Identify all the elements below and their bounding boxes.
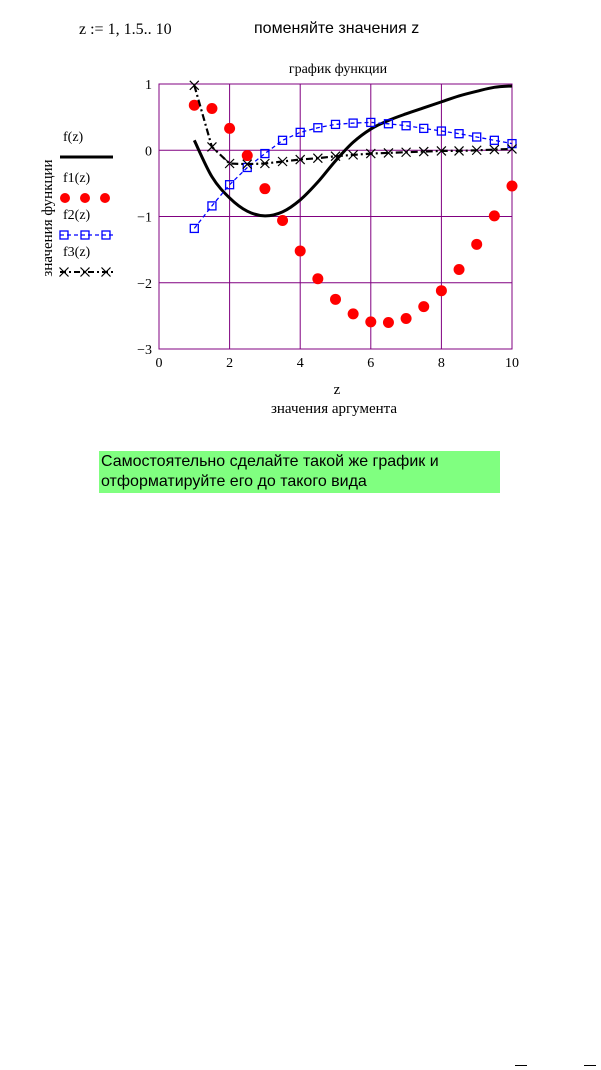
- series-line: [194, 86, 512, 216]
- series-line: [194, 122, 512, 228]
- task-note-line-1: Самостоятельно сделайте такой же график и: [101, 453, 439, 470]
- task-note-line-2: отформатируйте его до такого вида: [101, 473, 367, 490]
- legend-label: f(z): [63, 130, 84, 145]
- data-point: [277, 215, 288, 226]
- x-tick-label: 4: [296, 356, 304, 371]
- y-tick-label: 1: [145, 78, 152, 93]
- x-axis-label: z: [333, 382, 341, 398]
- data-point: [259, 183, 270, 194]
- data-point: [383, 317, 394, 328]
- x-axis-sublabel: значения аргумента: [270, 401, 398, 417]
- footer-mark-left: [515, 1065, 527, 1066]
- data-point: [295, 245, 306, 256]
- task-note: [99, 451, 500, 493]
- x-tick-label: 6: [367, 356, 375, 371]
- data-point: [489, 210, 500, 221]
- x-tick-label: 8: [437, 356, 445, 371]
- y-tick-label: −1: [137, 210, 152, 226]
- data-point: [454, 264, 465, 275]
- data-point: [401, 313, 412, 324]
- footer-mark-right: [584, 1065, 596, 1066]
- series-1: [194, 86, 512, 216]
- chart-title: график функции: [288, 62, 388, 77]
- legend-label: f1(z): [63, 171, 91, 186]
- data-point: [471, 239, 482, 250]
- legend-swatch: [100, 193, 110, 203]
- data-point: [206, 103, 217, 114]
- legend-entry-1: [60, 130, 113, 157]
- legend-label: f2(z): [63, 208, 91, 223]
- data-point: [402, 148, 411, 157]
- series-layer: [189, 81, 518, 328]
- legend-entry-3: [60, 208, 113, 239]
- grid: [159, 84, 512, 349]
- x-tick-label: 10: [505, 356, 519, 371]
- function-chart: [0, 0, 601, 430]
- x-tick-label: 2: [226, 356, 234, 371]
- y-tick-label: −3: [137, 343, 152, 358]
- range-definition: z := 1, 1.5.. 10: [79, 21, 172, 38]
- x-tick-label: 0: [155, 356, 163, 371]
- data-point: [348, 308, 359, 319]
- data-point: [242, 150, 253, 161]
- data-point: [418, 301, 429, 312]
- series-2: [189, 100, 518, 328]
- legend-swatch: [80, 193, 90, 203]
- legend-label: f3(z): [63, 245, 91, 260]
- legend-entry-2: [60, 171, 110, 203]
- data-point: [224, 123, 235, 134]
- data-point: [507, 181, 518, 192]
- legend-swatch: [60, 193, 70, 203]
- series-line: [194, 85, 512, 164]
- y-axis-label: значения функции: [40, 159, 56, 277]
- data-point: [436, 285, 447, 296]
- series-3: [190, 118, 516, 232]
- data-point: [312, 273, 323, 284]
- data-point: [330, 294, 341, 305]
- data-point: [365, 316, 376, 327]
- legend: [60, 130, 114, 277]
- legend-entry-4: [60, 245, 114, 277]
- instruction-text: поменяйте значения z: [254, 20, 420, 37]
- y-tick-label: −2: [137, 276, 152, 292]
- y-tick-label: 0: [145, 144, 152, 160]
